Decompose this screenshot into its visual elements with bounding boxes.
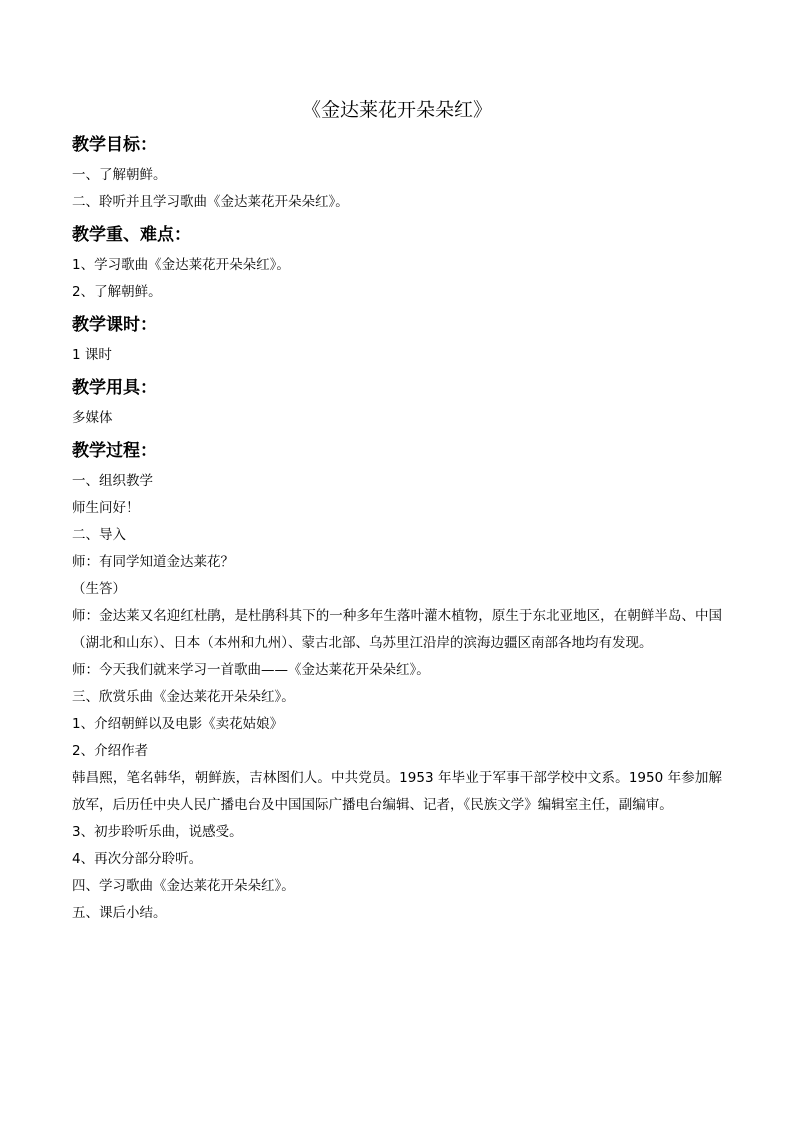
document-title: 《金达莱花开朵朵红》	[301, 99, 492, 121]
heading-tools: 教学用具：	[72, 378, 157, 398]
objective-line: 二、聆听并且学习歌曲《金达莱花开朵朵红》。	[72, 194, 349, 210]
process-line: 师生问好！	[72, 500, 140, 516]
process-line: 3、初步聆听乐曲，说感受。	[72, 824, 243, 840]
document-page	[72, 96, 722, 927]
heading-process: 教学过程：	[72, 441, 157, 461]
class-hours-line: 1 课时	[72, 347, 112, 363]
process-line: 师：有同学知道金达莱花？	[72, 554, 234, 570]
heading-objectives: 教学目标：	[72, 135, 157, 155]
process-line: 2、介绍作者	[72, 743, 149, 759]
process-paragraph: 韩昌熙，笔名韩华，朝鲜族，吉林图们人。中共党员。1953 年毕业于军事干部学校中文系。1950 年参加解放军，后历任中央人民广播电台及中国国际广播电台编辑、记者，《民族文学》编辑室主任，副编审。	[72, 770, 722, 813]
process-line: （生答）	[72, 581, 126, 597]
process-paragraph: 师：金达莱又名迎红杜鹃，是杜鹃科其下的一种多年生落叶灌木植物，原生于东北亚地区，在朝鲜半岛、中国（湖北和山东）、日本（本州和九州）、蒙古北部、乌苏里江沿岸的滨海边疆区南部各地均有发现。	[72, 608, 722, 651]
heading-class-hours: 教学课时：	[72, 315, 157, 335]
tools-line: 多媒体	[72, 410, 113, 426]
process-line: 师：今天我们就来学习一首歌曲——《金达莱花开朵朵红》。	[72, 662, 430, 678]
heading-key-points: 教学重、难点：	[72, 225, 191, 245]
key-point-line: 1、学习歌曲《金达莱花开朵朵红》。	[72, 257, 290, 273]
process-line: 一、组织教学	[72, 473, 153, 489]
process-line: 4、再次分部分聆听。	[72, 851, 203, 867]
process-line: 二、导入	[72, 527, 126, 543]
objective-line: 一、了解朝鲜。	[72, 167, 167, 183]
process-line: 五、课后小结。	[72, 905, 167, 921]
key-point-line: 2、了解朝鲜。	[72, 284, 162, 300]
process-line: 四、学习歌曲《金达莱花开朵朵红》。	[72, 878, 295, 894]
process-line: 三、欣赏乐曲《金达莱花开朵朵红》。	[72, 689, 295, 705]
process-line: 1、介绍朝鲜以及电影《卖花姑娘》	[72, 716, 284, 732]
